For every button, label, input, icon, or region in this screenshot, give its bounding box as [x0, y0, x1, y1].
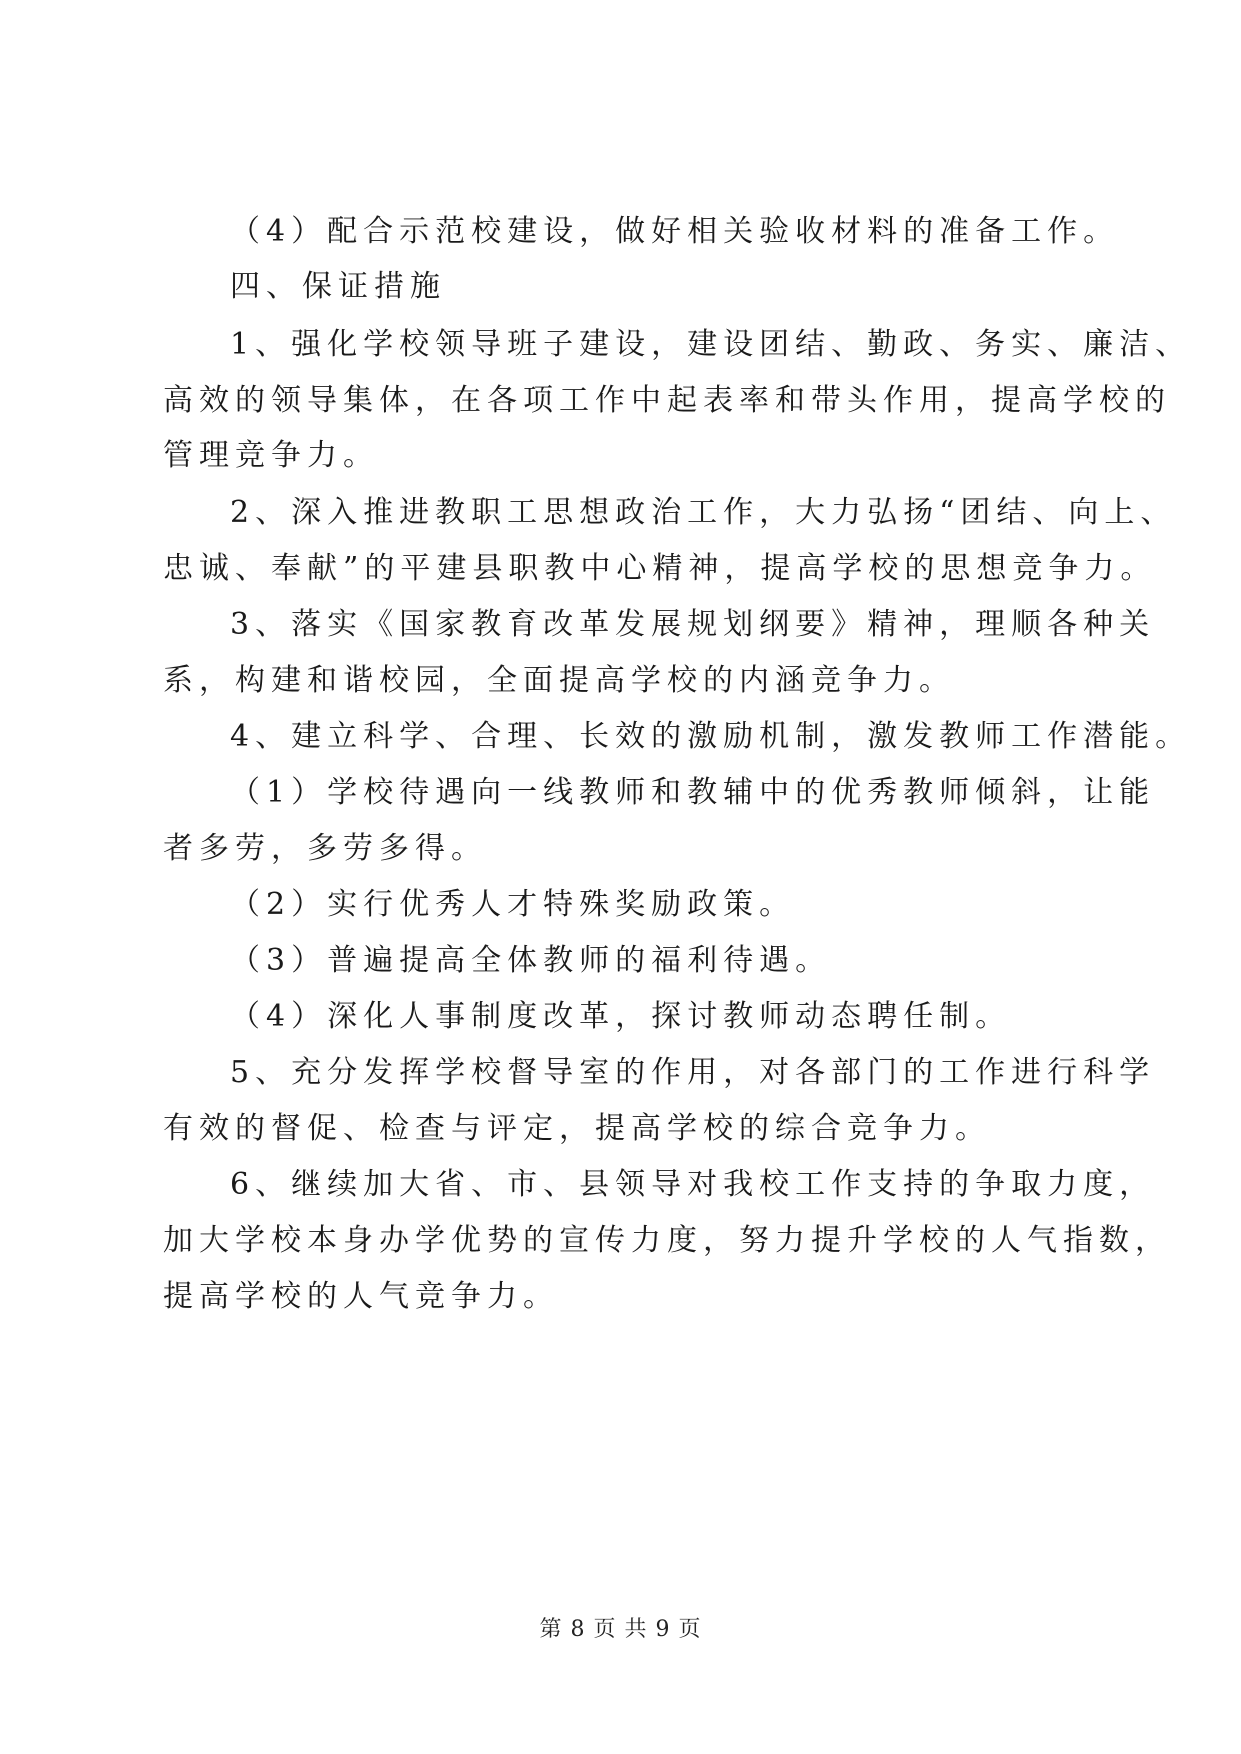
paragraph-line: 6、继续加大省、市、县领导对我校工作支持的争取力度， — [230, 1167, 1156, 1202]
paragraph-line: 4、建立科学、合理、长效的激励机制，激发教师工作潜能。 — [230, 719, 1192, 754]
paragraph-line: 者多劳，多劳多得。 — [163, 831, 487, 866]
paragraph-line: 2、深入推进教职工思想政治工作，大力弘扬“团结、向上、 — [230, 495, 1177, 530]
paragraph-line: （4）深化人事制度改革，探讨教师动态聘任制。 — [230, 999, 1012, 1034]
paragraph-line: （1）学校待遇向一线教师和教辅中的优秀教师倾斜，让能 — [230, 775, 1156, 810]
paragraph-line: （4）配合示范校建设，做好相关验收材料的准备工作。 — [230, 214, 1120, 249]
paragraph-line: 3、落实《国家教育改革发展规划纲要》精神，理顺各种关 — [230, 607, 1156, 642]
paragraph-line: （2）实行优秀人才特殊奖励政策。 — [230, 887, 796, 922]
paragraph-line: 提高学校的人气竞争力。 — [163, 1279, 559, 1314]
paragraph-line: 5、充分发挥学校督导室的作用，对各部门的工作进行科学 — [230, 1055, 1156, 1090]
paragraph-line: 加大学校本身办学优势的宣传力度，努力提升学校的人气指数， — [163, 1223, 1171, 1258]
section-heading: 四、保证措施 — [230, 269, 446, 304]
paragraph-line: 系，构建和谐校园，全面提高学校的内涵竞争力。 — [163, 663, 955, 698]
paragraph-line: 有效的督促、检查与评定，提高学校的综合竞争力。 — [163, 1111, 991, 1146]
paragraph-line: 管理竞争力。 — [163, 438, 379, 473]
paragraph-line: 忠诚、奉献”的平建县职教中心精神，提高学校的思想竞争力。 — [163, 551, 1157, 586]
paragraph-line: 1、强化学校领导班子建设，建设团结、勤政、务实、廉洁、 — [230, 327, 1192, 362]
paragraph-line: 高效的领导集体，在各项工作中起表率和带头作用，提高学校的 — [163, 383, 1171, 418]
page-number-footer: 第 8 页 共 9 页 — [539, 1617, 702, 1642]
paragraph-line: （3）普遍提高全体教师的福利待遇。 — [230, 943, 832, 978]
